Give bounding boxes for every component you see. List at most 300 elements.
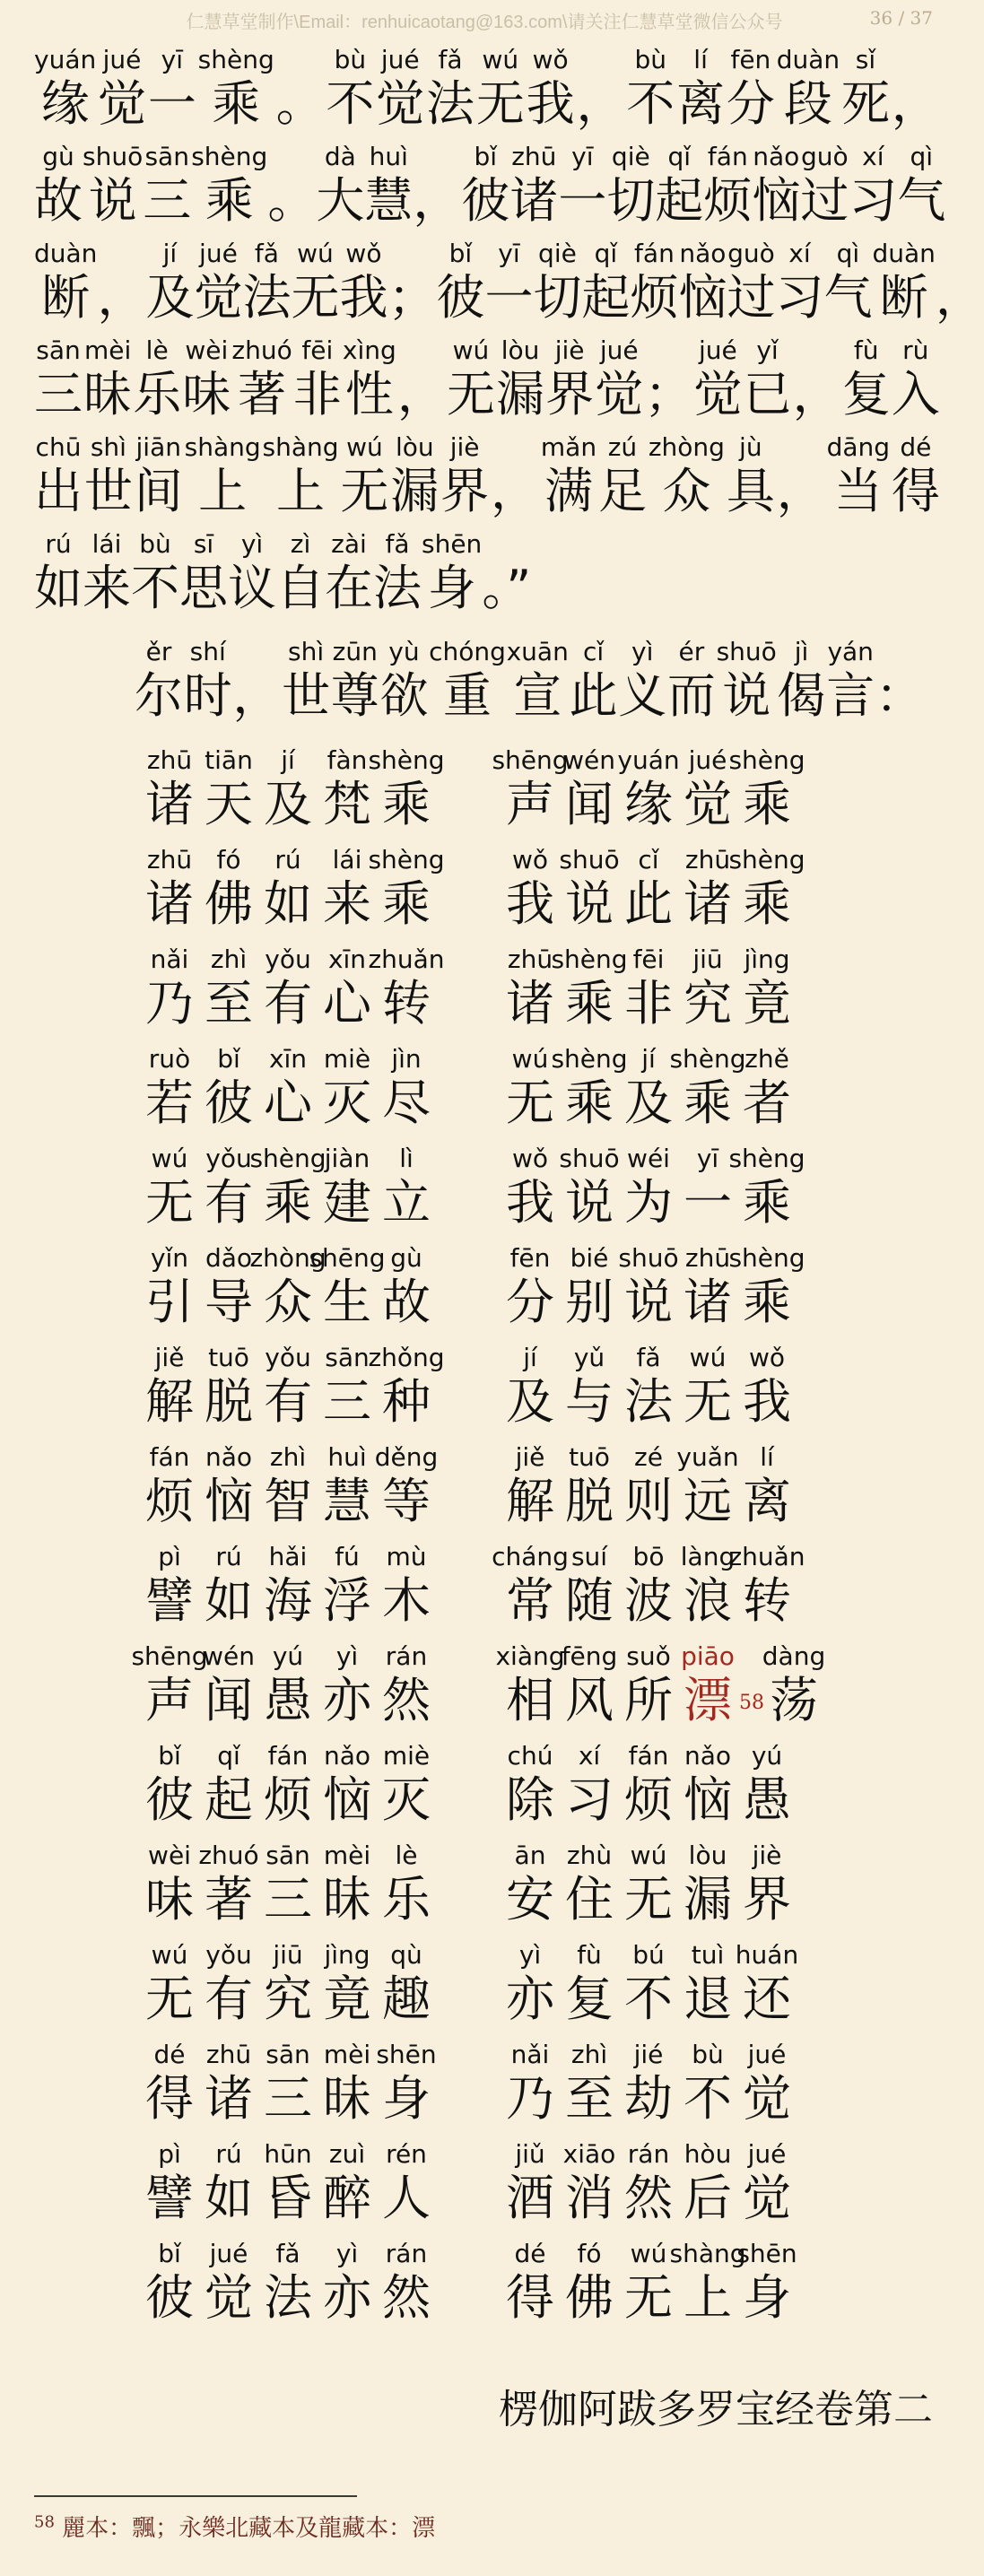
pinyin: wèi [185,335,229,365]
hanzi: 已 [743,366,792,422]
pinyin: qù [390,1940,422,1970]
pinyin: shàng [669,2239,746,2268]
pinyin: ěr [145,637,172,666]
pinyin: jué [380,45,420,74]
hanzi: 身 [382,2070,431,2127]
ruby-char [318,2239,377,2327]
hanzi: 与 [565,1373,614,1430]
footnote-reference[interactable]: 58 [739,1692,764,1714]
ruby-char [501,1841,560,1928]
pinyin: jié [633,2040,664,2069]
hanzi: 一 [684,1174,732,1231]
pinyin: jiān [135,432,181,462]
ruby-char [619,1144,678,1231]
hanzi: 觉 [194,269,243,326]
pinyin: shèng [728,1243,805,1273]
ruby-char [325,529,373,617]
hanzi: 安 [506,1871,554,1928]
hanzi: 得 [145,2070,194,2127]
ruby-char [318,1442,377,1530]
hanzi: 闻 [565,776,614,832]
pinyin: dé [153,2040,186,2069]
verse-right-phrase [492,745,861,833]
prose-line [34,230,984,326]
ruby-char [34,335,83,423]
hanzi: 漏 [496,366,545,422]
pinyin: pì [158,1542,181,1571]
pinyin: xīn [327,944,367,974]
ruby-char [501,1442,560,1530]
hanzi: 说 [624,1274,673,1330]
pinyin: yì [335,2239,359,2268]
pinyin: mǎn [540,432,597,462]
ruby-char [34,529,83,617]
pinyin: shēng [131,1641,208,1671]
ruby-char [619,1542,678,1630]
hanzi: 解 [506,1473,554,1529]
pinyin: rù [902,335,929,365]
pinyin: shèng [197,45,274,74]
hanzi: 此 [569,667,618,724]
hanzi: 过 [800,172,849,229]
hanzi: 得 [506,2269,554,2326]
pinyin: lè [145,335,169,365]
ruby-char [368,944,445,1032]
ruby-char [426,45,475,133]
prose-line [34,326,940,423]
pinyin: mù [386,1542,427,1571]
ruby-char [560,845,619,933]
hanzi: 说 [722,667,771,724]
hanzi: 上 [198,463,248,519]
pinyin: jí [281,745,295,775]
ruby-char [135,637,183,725]
pinyin: pì [158,2139,181,2169]
ruby-char [558,142,606,230]
ruby-char [258,1841,318,1928]
ruby-char [179,529,228,617]
ruby-char [258,1542,318,1630]
hanzi: 法 [373,560,422,616]
ruby-char [390,432,439,520]
verse-left-phrase [140,1741,501,1829]
ruby-char [800,142,849,230]
hanzi: 别 [565,1274,614,1330]
hanzi: 如 [205,1572,253,1629]
pinyin: yì [240,529,264,559]
ruby-char [849,142,897,230]
pinyin: yú [751,1741,783,1771]
ruby-char [199,1442,258,1530]
ruby-char [267,142,316,230]
verse-right-phrase [501,1741,861,1829]
hanzi: 我 [526,75,575,132]
pinyin: dé [900,432,932,462]
verse-right-phrase [501,1841,861,1928]
hanzi: 彼 [205,1075,253,1131]
ruby-char [778,637,826,725]
ruby-char [693,335,742,423]
ruby-char [501,2040,560,2128]
pinyin: jiàn [324,1144,370,1173]
hanzi: 起 [581,269,631,326]
pinyin: rán [385,1641,428,1671]
verse-right-phrase [501,1442,861,1530]
hanzi: 乘 [205,172,254,229]
pinyin: jí [523,1343,537,1372]
pinyin: bō [632,1542,665,1571]
hanzi: 无 [624,2269,673,2326]
hanzi: 退 [684,1971,732,2027]
ruby-char [501,1144,560,1231]
ruby-char [897,142,945,230]
hanzi: 说 [565,1174,614,1231]
hanzi: 三 [143,172,192,229]
ruby-char [507,637,569,725]
pinyin: yú [272,1641,304,1671]
hanzi: 著 [205,1871,253,1928]
ruby-char [728,1243,805,1331]
pinyin: dǎo [205,1243,253,1273]
pinyin: tuì [691,1940,725,1970]
hanzi: 人 [382,2170,431,2226]
ruby-char [377,1542,436,1630]
ruby-char [551,944,628,1032]
ruby-char [318,2139,377,2227]
ruby-char [678,239,727,326]
verse-row [140,1530,861,1630]
hanzi: 究 [264,1971,312,2027]
hanzi: 三 [264,1871,312,1928]
ruby-char [318,1044,377,1132]
verse-block [131,734,861,2327]
ruby-char [560,1144,619,1231]
ruby-char [777,45,840,133]
ruby-char [258,2040,318,2128]
verse-left-phrase [140,2040,501,2128]
ruby-char [258,1940,318,2028]
pinyin: yī [696,1144,719,1173]
ruby-char [83,529,131,617]
hanzi: 不 [626,75,675,132]
ruby-char [318,1144,377,1231]
pinyin: jiě [154,1343,185,1372]
hanzi: 习 [849,172,898,229]
ruby-char [263,432,339,520]
ruby-char [199,1741,258,1829]
hanzi: 慧 [323,1473,371,1529]
ruby-char [199,1641,258,1729]
verse-right-phrase [501,2139,861,2227]
scroll-closing-title: 楞伽阿跋多罗宝经卷第二 [499,2387,933,2432]
pinyin: lái [91,529,122,559]
ruby-char [436,239,484,326]
hanzi: 种 [382,1373,431,1430]
pinyin: bǐ [217,1044,240,1074]
ruby-char [727,239,775,326]
ruby-char [619,2139,678,2227]
prose-line [34,423,940,520]
ruby-char [826,637,875,725]
ruby-char [619,745,678,833]
hanzi: 觉 [98,75,147,132]
pinyin: suǒ [626,1641,671,1671]
hanzi: 为 [624,1174,673,1231]
pinyin: shuō [618,1243,679,1273]
ruby-char [737,1442,797,1530]
hanzi: ， [396,366,446,422]
ruby-char [368,745,445,833]
ruby-char [131,529,179,617]
pinyin: wú [630,1841,667,1870]
hanzi: 还 [743,1971,791,2027]
ruby-char [619,1841,678,1928]
prose-line [34,133,946,230]
pinyin: gù [390,1243,422,1273]
pinyin: lòu [501,335,540,365]
ruby-char [560,2040,619,2128]
verse-right-phrase [501,1044,861,1132]
ruby-char [199,1940,258,2028]
hanzi: 缘 [40,75,90,132]
ruby-char [752,142,800,230]
pinyin: shèng [728,845,805,875]
pinyin: zhuǎn [728,1542,805,1571]
ruby-char [140,1243,199,1331]
hanzi: 无 [684,1373,732,1430]
pinyin: fǎ [385,529,410,559]
ruby-char [258,1044,318,1132]
pinyin: shàng [262,432,339,462]
ruby-char [291,239,339,326]
ruby-char [737,1044,797,1132]
pinyin: rán [627,2139,670,2169]
pinyin: shèng [551,944,628,974]
hanzi: 乘 [382,875,431,932]
ruby-char [199,2040,258,2128]
ruby-char [34,432,83,520]
hanzi: 譬 [145,1572,194,1629]
hanzi: 及 [264,776,312,832]
hanzi: 彼 [436,269,485,326]
verse-left-phrase [140,1044,501,1132]
ruby-char [619,944,678,1032]
verse-intro-row [135,628,924,725]
hanzi: 断 [41,269,91,326]
hanzi: 著 [238,366,287,422]
pinyin: xí [578,1741,601,1771]
ruby-char [793,335,841,423]
pinyin: zhū [146,845,193,875]
hanzi: 诸 [509,172,559,229]
hanzi: 义 [618,667,667,724]
ruby-char [249,1144,327,1231]
verse-intro-line [135,628,924,725]
ruby-char [83,142,143,230]
pinyin: rú [215,2139,242,2169]
pinyin: shuō [559,1144,620,1173]
ruby-char [140,845,199,933]
pinyin: miè [323,1044,371,1074]
ruby-char [228,529,276,617]
pinyin: zhòng [648,432,725,462]
ruby-char [560,745,619,833]
hanzi: 在 [325,560,373,616]
ruby-char [551,1044,628,1132]
ruby-char [619,845,678,933]
ruby-char [476,45,525,133]
pinyin: jí [162,239,178,268]
ruby-char [606,142,655,230]
hanzi: 愚 [264,1672,312,1728]
hanzi: 转 [743,1572,791,1629]
hanzi: 觉 [743,2170,791,2226]
pinyin: wén [203,1641,255,1671]
hanzi: 非 [292,366,342,422]
pinyin: qiè [538,239,577,268]
pinyin: zhì [269,1442,307,1472]
hanzi: 除 [506,1771,554,1828]
hanzi: 趣 [382,1971,431,2027]
hanzi: 常 [506,1572,554,1629]
pinyin: jué [688,745,727,775]
pinyin: zhuó [198,1841,259,1870]
ruby-char [678,1442,737,1530]
pinyin: shèng [368,745,445,775]
ruby-char [678,1940,737,2028]
ruby-char [140,1741,199,1829]
ruby-char [655,142,703,230]
ruby-char [140,1044,199,1132]
verse-left-phrase [140,845,501,933]
hanzi: 身 [427,560,476,616]
hanzi: 然 [382,1672,431,1728]
hanzi: 愚 [743,1771,791,1828]
ruby-char [875,637,924,725]
hanzi: 法 [426,75,475,132]
ruby-char [669,2239,746,2327]
hanzi: 烦 [624,1771,673,1828]
hanzi: 过 [727,269,776,326]
pinyin: huì [369,142,408,171]
pinyin: fù [577,1940,602,1970]
pinyin: jué [747,2139,787,2169]
ruby-char [185,432,261,520]
pinyin: fàn [327,745,368,775]
footnote-number: 58 [34,2512,55,2532]
pinyin: bié [570,1243,609,1273]
pinyin: jiū [692,944,723,974]
ruby-char [619,1243,678,1331]
ruby-char [331,637,379,725]
pinyin: bù [139,529,171,559]
ruby-char [496,335,544,423]
hanzi: 思 [179,560,228,616]
hanzi: 我 [743,1373,791,1430]
hanzi: 法 [242,269,292,326]
ruby-char [199,845,258,933]
pinyin: suí [570,1542,608,1571]
ruby-char [630,239,678,326]
pinyin: wú [346,432,383,462]
pinyin: děng [374,1442,439,1472]
pinyin: zhū [205,2040,252,2069]
pinyin: xiāo [562,2139,616,2169]
ruby-char [140,745,199,833]
hanzi: 不 [624,1971,673,2027]
ruby-char [131,1641,208,1729]
pinyin: jìng [324,1940,370,1970]
ruby-char [892,335,940,423]
verse-row [140,2227,861,2327]
pinyin: zhǒng [368,1343,445,1372]
ruby-char [501,1343,560,1431]
ruby-char [258,2239,318,2327]
hanzi: 劫 [624,2070,673,2127]
pinyin: yì [631,637,654,666]
ruby-char [892,432,940,520]
verse-left-phrase [131,1641,501,1729]
hanzi: 界 [743,1871,791,1928]
pinyin: hǎi [268,1542,308,1571]
prose-line [34,520,940,617]
ruby-char [258,944,318,1032]
hanzi: 无 [145,1174,194,1231]
hanzi: 气 [897,172,946,229]
hanzi: 足 [597,463,647,519]
hanzi: 及 [624,1075,673,1131]
pinyin: zú [607,432,638,462]
ruby-char [560,1841,619,1928]
pinyin: rú [215,1542,242,1571]
ruby-char [737,944,797,1032]
pinyin: dà [324,142,356,171]
pinyin: nǎi [150,944,189,974]
pinyin: sān [36,335,81,365]
hanzi: 界 [545,366,595,422]
hanzi: 无 [475,75,525,132]
ruby-char [368,1343,445,1431]
pinyin: nǎo [205,1442,253,1472]
pinyin: rú [45,529,72,559]
pinyin: shèng [728,1144,805,1173]
pinyin: fēn [509,1243,551,1273]
ruby-char [135,432,183,520]
ruby-char [728,1144,805,1231]
ruby-char [140,2239,199,2327]
pinyin: cháng [492,1542,569,1571]
hanzi: 三 [323,1373,371,1430]
hanzi: ： [875,667,924,724]
hanzi: 。 [267,172,317,229]
hanzi: 诸 [145,776,194,832]
hanzi: 重 [443,667,492,724]
ruby-char [377,1741,436,1829]
pinyin: jì [794,637,809,666]
pinyin: zhuó [231,335,292,365]
hanzi: 至 [205,975,253,1031]
hanzi: 亦 [506,1971,554,2027]
hanzi: 恼 [678,269,727,326]
verse-left-phrase [140,1144,501,1231]
ruby-char [737,2040,797,2128]
hanzi: 然 [382,2269,431,2326]
pinyin: zhuǎn [368,944,445,974]
hanzi: 心 [264,1075,312,1131]
hanzi: 乘 [743,776,791,832]
ruby-char [703,142,752,230]
ruby-char [140,1442,199,1530]
